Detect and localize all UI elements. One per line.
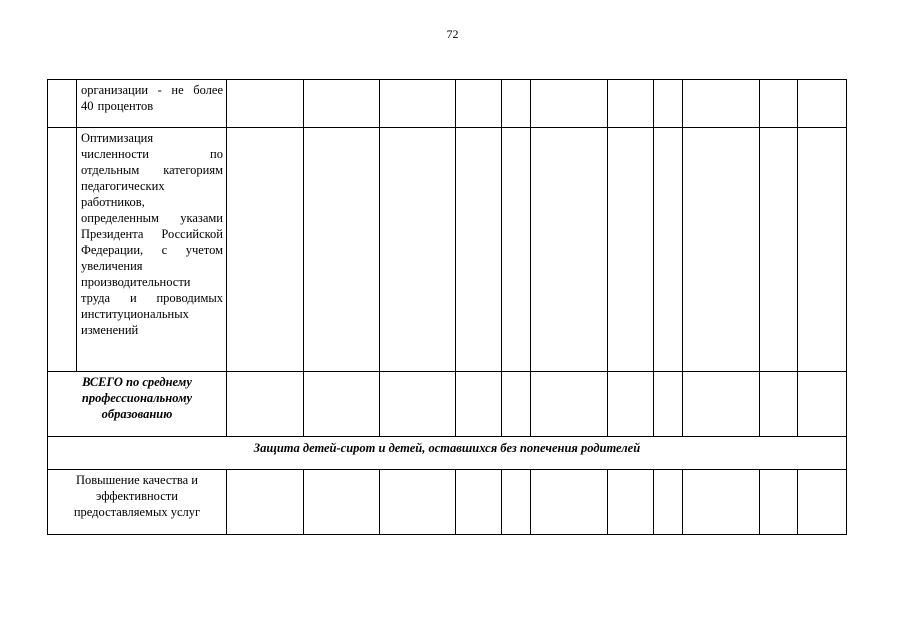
table-cell-index xyxy=(48,128,77,372)
table-cell xyxy=(654,470,683,535)
table-cell xyxy=(608,470,654,535)
table-cell xyxy=(380,128,456,372)
table-cell-index xyxy=(48,80,77,128)
table-cell xyxy=(304,372,380,437)
table-cell xyxy=(760,470,798,535)
table-cell xyxy=(380,80,456,128)
table-cell xyxy=(683,372,760,437)
table-cell xyxy=(760,128,798,372)
table-cell xyxy=(531,80,608,128)
table-cell xyxy=(654,128,683,372)
table-cell xyxy=(683,128,760,372)
table-cell xyxy=(380,470,456,535)
table-cell xyxy=(683,470,760,535)
table-cell xyxy=(304,80,380,128)
total-label: ВСЕГО по среднему профессиональному образованию xyxy=(81,375,193,421)
section-heading: Защита детей-сирот и детей, оставшихся без попечения родителей xyxy=(253,441,641,455)
table-row-section xyxy=(48,437,847,470)
quality-label: Повышение качества и эффективности предоставляемых услуг xyxy=(73,473,201,519)
table-cell xyxy=(502,470,531,535)
table-cell xyxy=(608,372,654,437)
table-cell xyxy=(227,470,304,535)
table-cell xyxy=(227,128,304,372)
table-cell xyxy=(608,80,654,128)
table-cell xyxy=(760,80,798,128)
table-cell xyxy=(227,80,304,128)
document-table xyxy=(47,79,847,535)
table-cell-description xyxy=(77,80,227,128)
limit-text: организации - не более 40 процентов xyxy=(81,83,223,113)
table-cell xyxy=(380,372,456,437)
table-cell xyxy=(531,128,608,372)
table-cell xyxy=(798,80,847,128)
table-cell xyxy=(531,372,608,437)
table-cell xyxy=(654,80,683,128)
table-cell xyxy=(456,80,502,128)
table-cell xyxy=(531,470,608,535)
table-cell xyxy=(502,372,531,437)
table-cell xyxy=(304,128,380,372)
table-cell xyxy=(608,128,654,372)
table-cell xyxy=(227,372,304,437)
table-cell xyxy=(654,372,683,437)
table-cell xyxy=(456,128,502,372)
table-cell xyxy=(456,470,502,535)
table-cell-description xyxy=(77,128,227,372)
table-cell-quality-label xyxy=(48,470,227,535)
table-row-total xyxy=(48,372,847,437)
table-cell xyxy=(502,80,531,128)
table-cell-total-label xyxy=(48,372,227,437)
table-cell-section-heading xyxy=(48,437,847,470)
table-cell xyxy=(798,128,847,372)
page-number: 72 xyxy=(446,27,459,41)
table-cell xyxy=(304,470,380,535)
table-cell xyxy=(798,372,847,437)
table-cell xyxy=(760,372,798,437)
table-cell xyxy=(456,372,502,437)
optimization-text: Оптимизация численности по отдельным категориям педагогических работников, определенным указами Президента Российской Федерации, с учетом увеличения производительности труда и проводимых институциональных изменений xyxy=(81,131,223,337)
table-cell xyxy=(798,470,847,535)
table-row-quality xyxy=(48,470,847,535)
table-cell xyxy=(502,128,531,372)
table-cell xyxy=(683,80,760,128)
table-row-optimization xyxy=(48,128,847,372)
table-row-limit xyxy=(48,80,847,128)
